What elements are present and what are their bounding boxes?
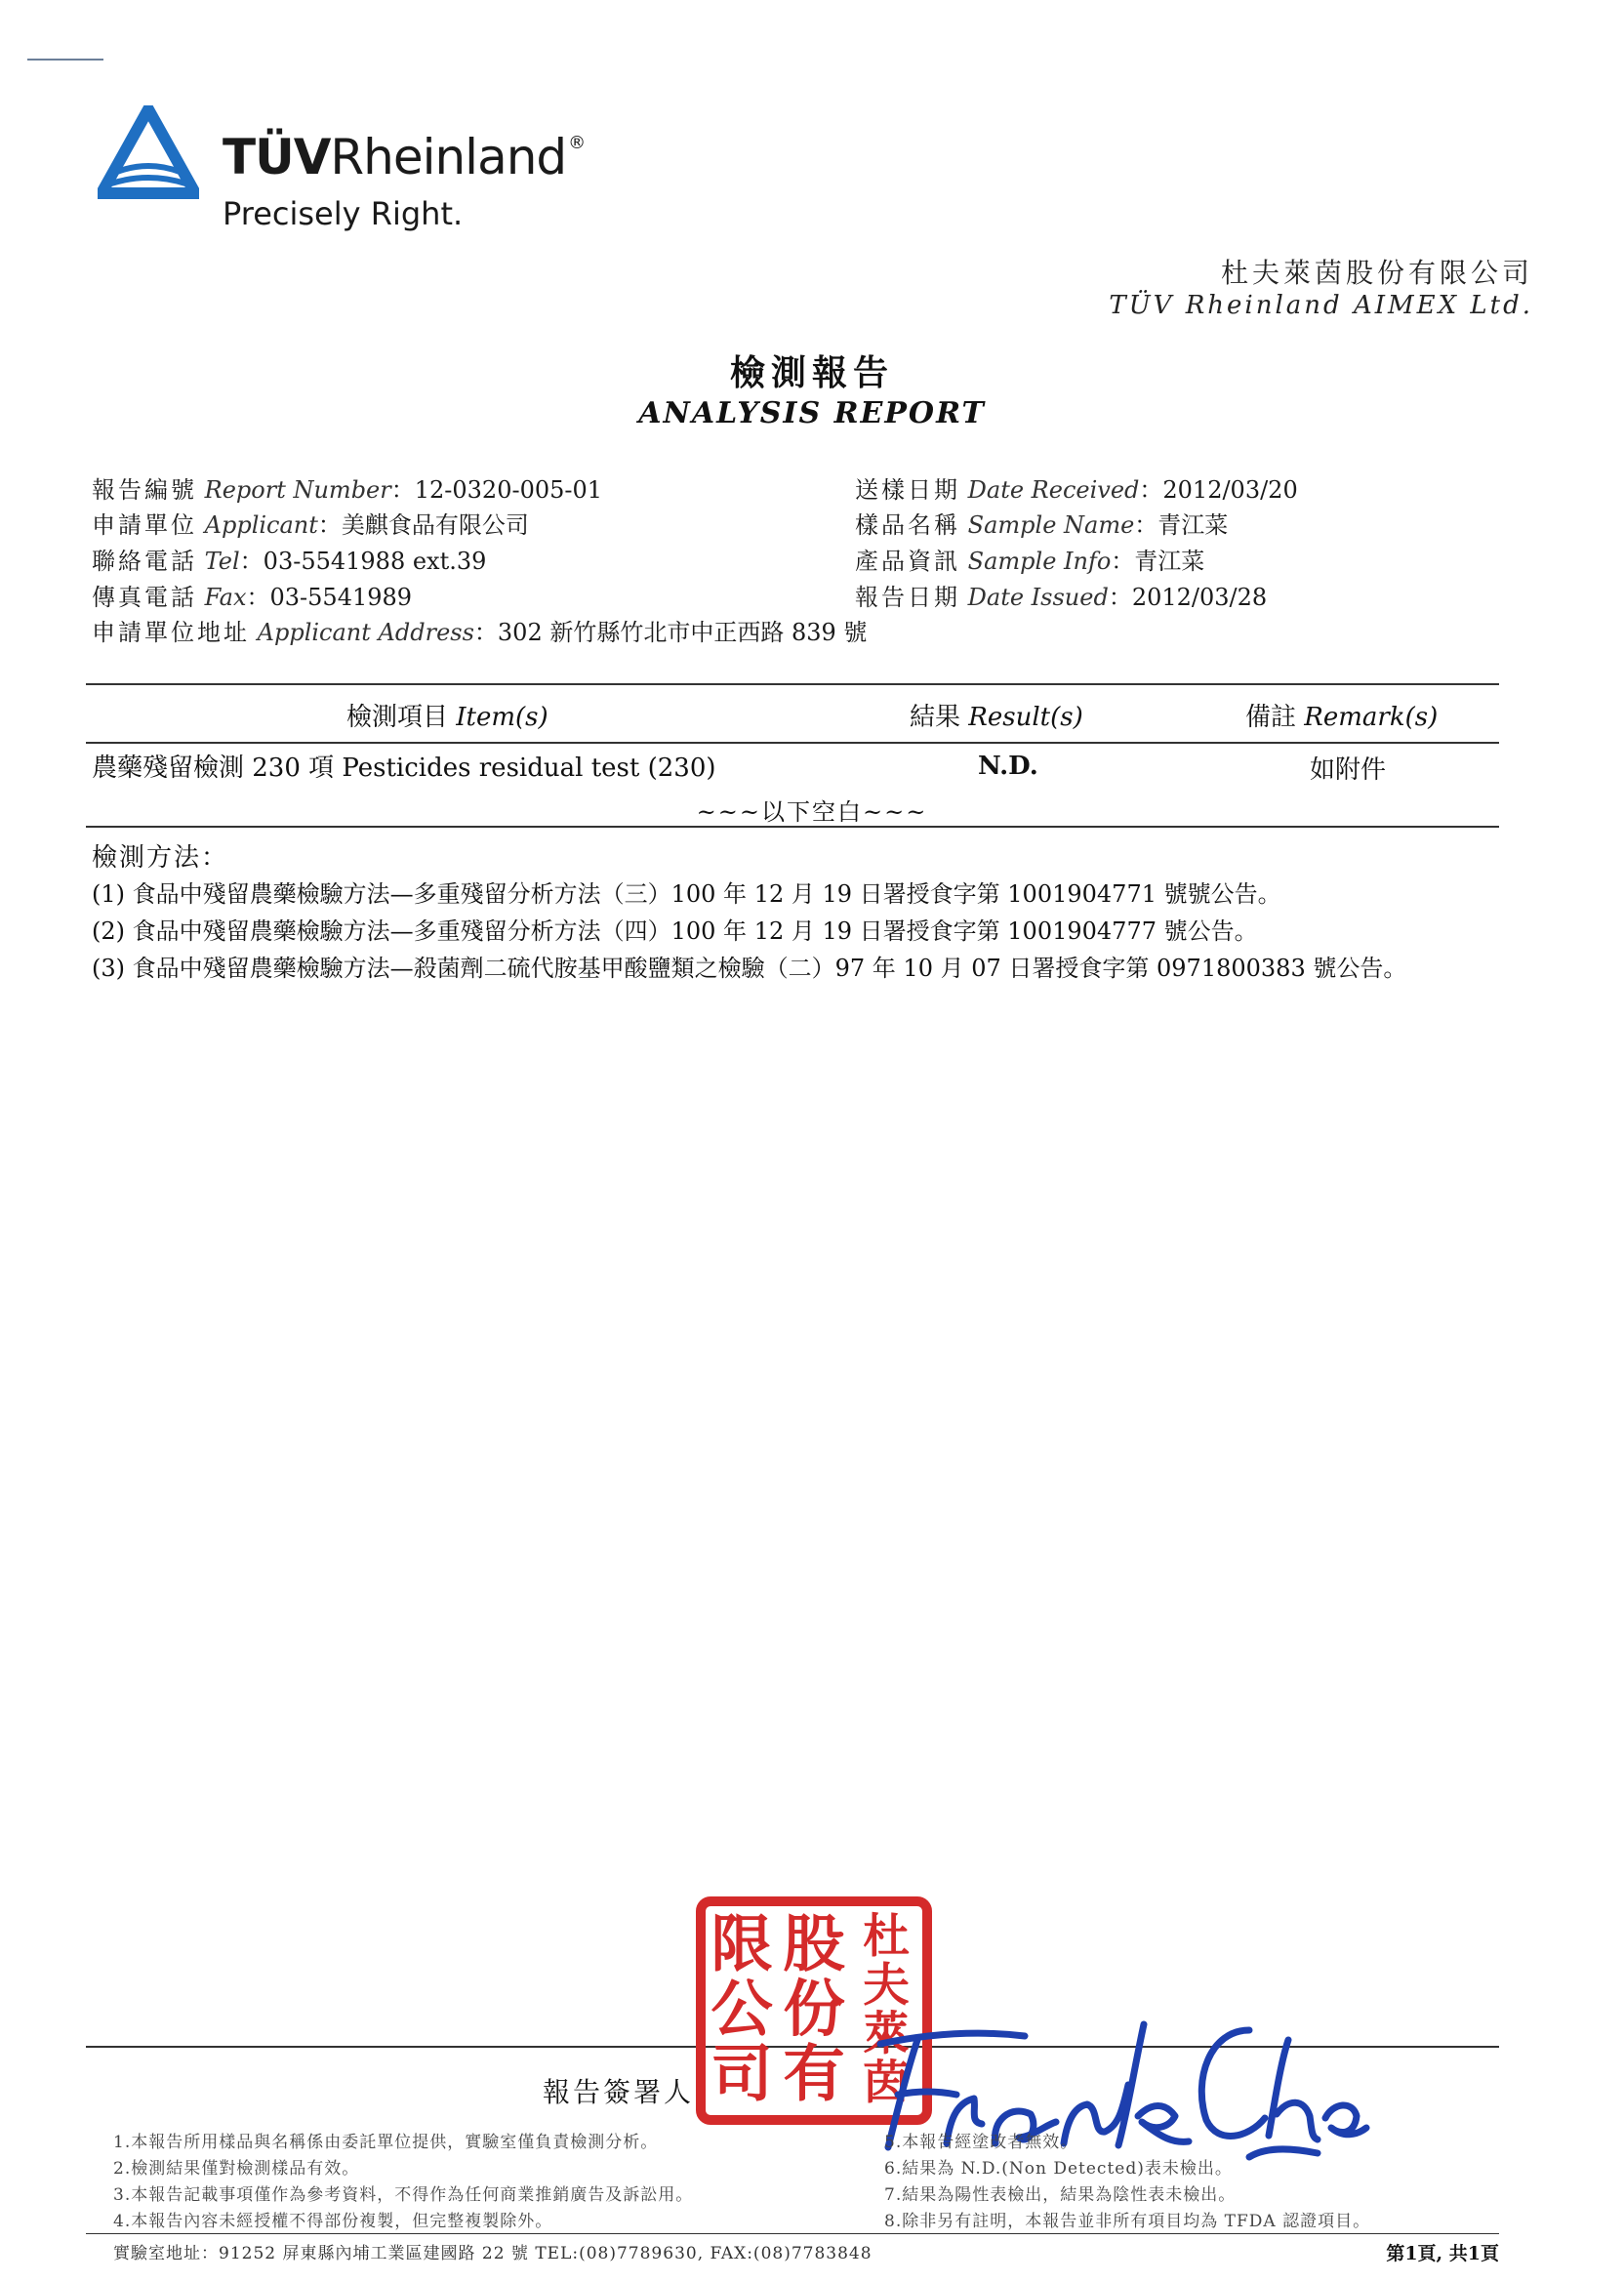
note-2: 2.檢測結果僅對檢測樣品有效。	[113, 2159, 360, 2179]
info-applicant-address: 申請單位地址 Applicant Address：302 新竹縣竹北市中正西路 839 號	[92, 619, 868, 646]
table-bottom-rule	[86, 826, 1499, 828]
note-8: 8.除非另有註明，本報告並非所有項目均為 TFDA 認證項目。	[884, 2212, 1371, 2231]
seal-char: 夫	[863, 1958, 910, 2013]
brand-name: TÜVRheinland ®	[223, 129, 586, 185]
seal-char: 份	[783, 1973, 845, 2045]
lab-address: 實驗室地址：91252 屏東縣內埔工業區建國路 22 號 TEL:(08)7789630, FAX:(08)7783848	[113, 2244, 873, 2263]
signer-label: 報告簽署人	[543, 2076, 695, 2108]
note-1: 1.本報告所用樣品與名稱係由委託單位提供，實驗室僅負責檢測分析。	[113, 2133, 659, 2152]
info-sample-info: 產品資訊 Sample Info：青江菜	[855, 548, 1205, 575]
company-name-en: TÜV Rheinland AIMEX Ltd.	[1109, 291, 1533, 320]
report-title-zh: 檢測報告	[729, 352, 894, 393]
footer-rule	[86, 2233, 1499, 2234]
info-applicant: 申請單位 Applicant：美麒食品有限公司	[92, 511, 529, 539]
scan-artifact-line	[27, 59, 103, 61]
tuv-logo	[98, 105, 625, 242]
method-item-2: (2) 食品中殘留農藥檢驗方法—多重殘留分析方法（四）100 年 12 月 19 日署授食字第 1001904777 號公告。	[92, 917, 1258, 945]
cell-remark: 如附件	[1310, 755, 1387, 785]
info-tel: 聯絡電話 Tel：03-5541988 ext.39	[92, 548, 487, 575]
cell-result: N.D.	[978, 752, 1038, 781]
seal-char: 杜	[863, 1909, 910, 1964]
cell-item: 農藥殘留檢測 230 項 Pesticides residual test (230)	[92, 754, 716, 783]
info-date-issued: 報告日期 Date Issued：2012/03/28	[855, 584, 1268, 611]
info-sample-name: 樣品名稱 Sample Name：青江菜	[855, 511, 1229, 539]
note-3: 3.本報告記載事項僅作為參考資料，不得作為任何商業推銷廣告及訴訟用。	[113, 2185, 694, 2205]
seal-char: 茵	[863, 2056, 910, 2110]
page-number: 第1頁, 共1頁	[1386, 2243, 1499, 2264]
info-date-received: 送樣日期 Date Received：2012/03/20	[855, 476, 1298, 504]
blank-below-note: ~~~以下空白~~~	[696, 798, 928, 826]
note-6: 6.結果為 N.D.(Non Detected)表未檢出。	[884, 2159, 1233, 2179]
table-header-rule	[86, 742, 1499, 744]
report-title-en: ANALYSIS REPORT	[638, 396, 986, 430]
brand-tagline: Precisely Right.	[223, 195, 464, 232]
table-top-rule	[86, 683, 1499, 685]
info-report-number: 報告編號 Report Number：12-0320-005-01	[92, 476, 603, 504]
seal-char: 股	[783, 1907, 845, 1980]
note-7: 7.結果為陽性表檢出，結果為陰性表未檢出。	[884, 2185, 1237, 2205]
method-item-1: (1) 食品中殘留農藥檢驗方法—多重殘留分析方法（三）100 年 12 月 19 日署授食字第 1001904771 號號公告。	[92, 880, 1281, 908]
column-header-item: 檢測項目 Item(s)	[346, 703, 548, 732]
tuv-triangle-icon	[98, 105, 199, 199]
seal-char: 限	[710, 1907, 773, 1980]
method-item-3: (3) 食品中殘留農藥檢驗方法—殺菌劑二硫代胺基甲酸鹽類之檢驗（二）97 年 10 月 07 日署授食字第 0971800383 號公告。	[92, 955, 1407, 982]
seal-char: 公	[710, 1973, 773, 2045]
methods-title: 檢測方法：	[92, 843, 229, 873]
note-5: 5.本報告經塗改者無效。	[884, 2133, 1078, 2152]
company-name-zh: 杜夫萊茵股份有限公司	[1220, 257, 1533, 289]
seal-char: 有	[783, 2037, 845, 2110]
seal-char: 萊	[863, 2007, 910, 2061]
note-4: 4.本報告內容未經授權不得部份複製，但完整複製除外。	[113, 2212, 553, 2231]
info-fax: 傳真電話 Fax：03-5541989	[92, 584, 413, 611]
seal-char: 司	[710, 2037, 773, 2110]
column-header-remark: 備註 Remark(s)	[1245, 703, 1439, 732]
column-header-result: 結果 Result(s)	[910, 703, 1083, 732]
